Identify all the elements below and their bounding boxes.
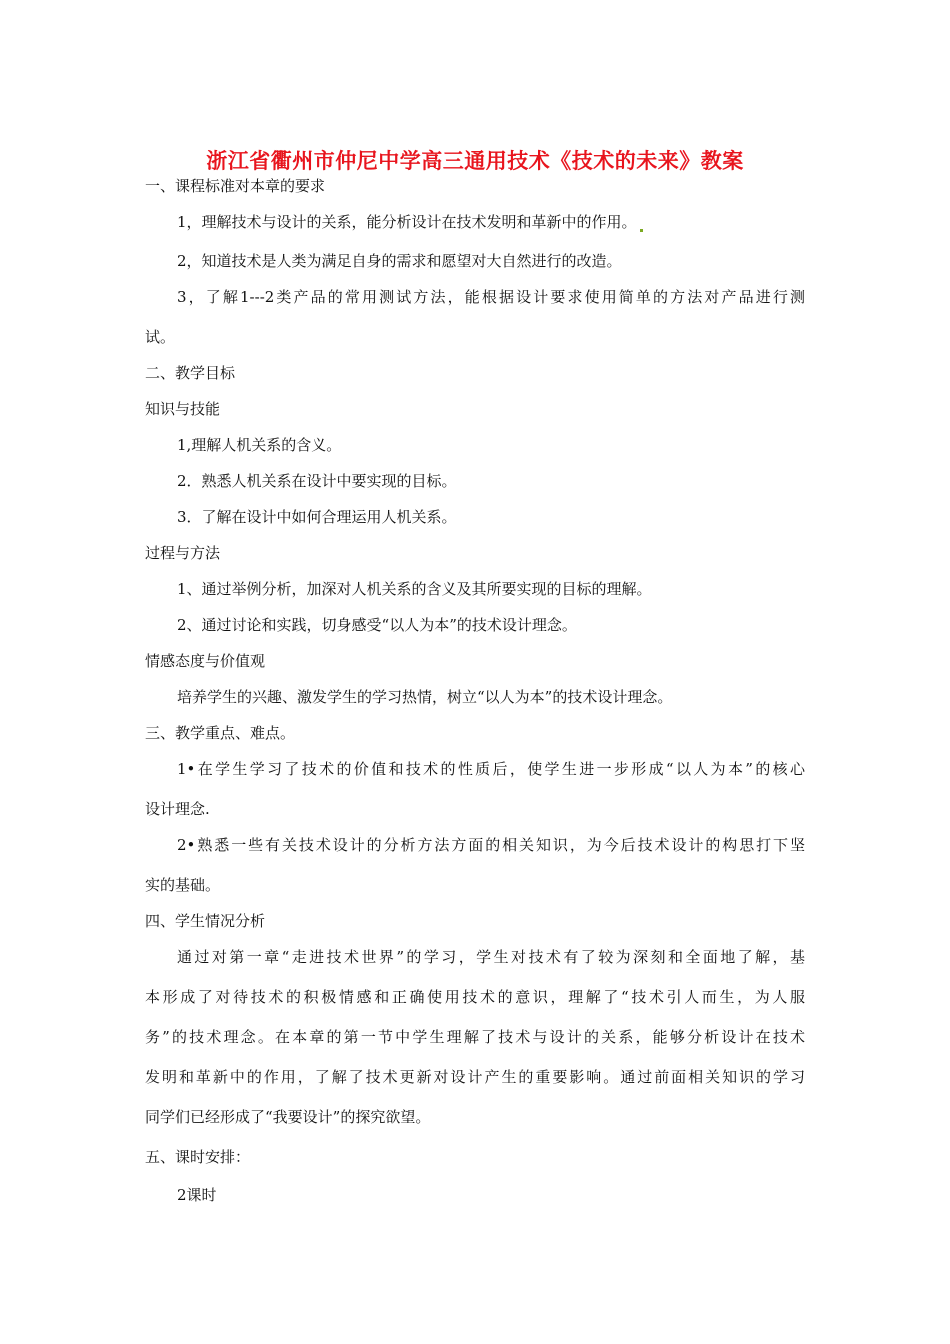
s2-attitude-item-1: 培养学生的兴趣、激发学生的学习热情，树立“以人为本”的技术设计理念。 <box>177 688 673 706</box>
s4-line-2: 本形成了对待技术的积极情感和正确使用技术的意识，理解了“技术引人而生，为人服 <box>145 988 805 1006</box>
section-5-heading: 五、课时安排： <box>145 1148 251 1166</box>
s2-process-item-2: 2、通过讨论和实践，切身感受“以人为本”的技术设计理念。 <box>177 616 577 634</box>
s1-item-3-cont: 试。 <box>145 328 176 346</box>
subheading-knowledge: 知识与技能 <box>145 400 221 418</box>
subheading-attitude: 情感态度与价值观 <box>145 652 266 670</box>
s2-knowledge-item-1: 1,理解人机关系的含义。 <box>177 436 342 454</box>
s4-line-5: 同学们已经形成了“我要设计”的探究欲望。 <box>145 1108 431 1126</box>
s1-item-1: 1，理解技术与设计的关系，能分析设计在技术发明和革新中的作用。 <box>177 212 643 232</box>
s3-line-1: 1•在学生学习了技术的价值和技术的性质后，使学生进一步形成“以人为本”的核心 <box>177 760 805 778</box>
section-2-heading: 二、教学目标 <box>145 364 236 382</box>
s5-text: 2课时 <box>177 1186 217 1204</box>
s2-knowledge-item-2: 2．熟悉人机关系在设计中要实现的目标。 <box>177 472 457 490</box>
s1-item-3: 3，了解1---2类产品的常用测试方法，能根据设计要求使用简单的方法对产品进行测 <box>177 288 805 306</box>
green-mark-icon <box>640 229 643 232</box>
subheading-process: 过程与方法 <box>145 544 221 562</box>
s4-line-4: 发明和革新中的作用，了解了技术更新对设计产生的重要影响。通过前面相关知识的学习 <box>145 1068 805 1086</box>
s2-knowledge-item-3: 3．了解在设计中如何合理运用人机关系。 <box>177 508 457 526</box>
s2-process-item-1: 1、通过举例分析，加深对人机关系的含义及其所要实现的目标的理解。 <box>177 580 652 598</box>
document-title: 浙江省衢州市仲尼中学高三通用技术《技术的未来》教案 <box>206 149 744 173</box>
s3-line-3: 2•熟悉一些有关技术设计的分析方法方面的相关知识，为今后技术设计的构思打下坚 <box>177 836 805 854</box>
s4-line-3: 务”的技术理念。在本章的第一节中学生理解了技术与设计的关系，能够分析设计在技术 <box>145 1028 805 1046</box>
section-3-heading: 三、教学重点、难点。 <box>145 724 296 742</box>
s1-item-2: 2，知道技术是人类为满足自身的需求和愿望对大自然进行的改造。 <box>177 252 622 270</box>
section-1-heading: 一、课程标准对本章的要求 <box>145 177 326 195</box>
s4-line-1: 通过对第一章“走进技术世界”的学习，学生对技术有了较为深刻和全面地了解，基 <box>177 948 805 966</box>
s3-line-4: 实的基础。 <box>145 876 221 894</box>
section-4-heading: 四、学生情况分析 <box>145 912 266 930</box>
s3-line-2: 设计理念. <box>145 800 210 818</box>
